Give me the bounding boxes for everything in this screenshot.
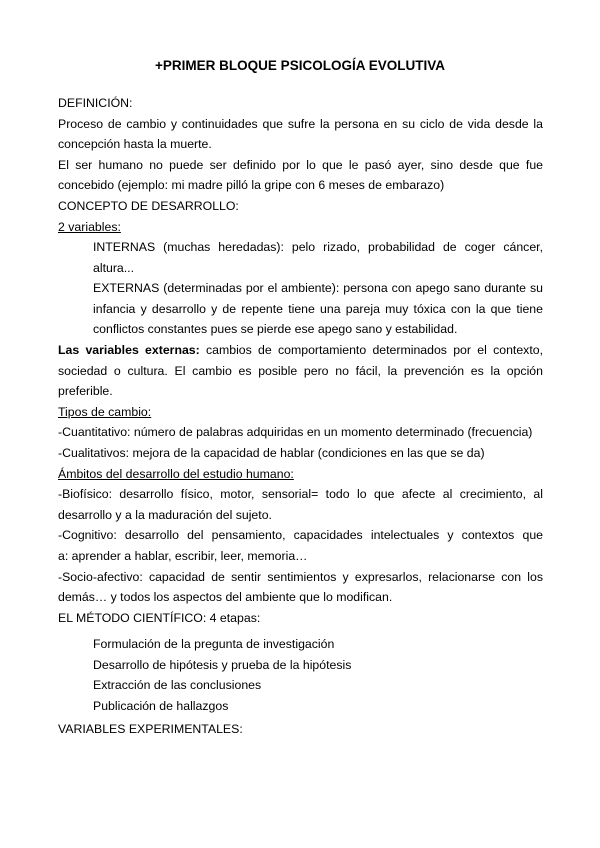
ambitos-biofisico-line: desarrollo y a la maduración del sujeto. <box>58 507 272 522</box>
ambitos-cognitivo-line: a: aprender a hablar, escribir, leer, memoria… <box>58 548 308 563</box>
internas-line: INTERNAS (muchas heredadas): pelo rizado, probabilidad de coger cáncer, <box>93 240 543 254</box>
variables-experimentales-section <box>58 719 543 740</box>
ambitos-heading: Ámbitos del desarrollo del estudio humano: <box>58 466 294 481</box>
tipos-heading: Tipos de cambio: <box>58 404 152 419</box>
ambitos-cognitivo-line: -Cognitivo: desarrollo del pensamiento, capacidades intelectuales y contextos que <box>58 528 543 543</box>
ambitos-socioafectivo-line: -Socio-afectivo: capacidad de sentir sentimientos y expresarlos, relacionarse con los <box>58 569 543 584</box>
externas-line: infancia y desarrollo y de repente tiene una pareja muy tóxica con la que tiene <box>93 301 543 316</box>
definicion-section <box>58 93 543 237</box>
definicion-heading: DEFINICIÓN: <box>58 96 133 110</box>
variables-list <box>93 237 543 340</box>
concepto-heading: CONCEPTO DE DESARROLLO: <box>58 198 239 213</box>
metodo-step: Desarrollo de hipótesis y prueba de la hipótesis <box>93 657 352 672</box>
ambitos-biofisico-line: -Biofísico: desarrollo físico, motor, sensorial= todo lo que afecte al crecimiento, al <box>58 487 543 502</box>
variables-experimentales-heading: VARIABLES EXPERIMENTALES: <box>58 722 243 736</box>
externas-summary-line: preferible. <box>58 384 113 399</box>
definicion-text-line: El ser humano no puede ser definido por lo que le pasó ayer, sino desde que fue <box>58 157 543 172</box>
externas-summary-line <box>58 340 543 361</box>
metodo-steps <box>93 634 543 716</box>
main-body <box>58 340 543 628</box>
externas-line: EXTERNAS (determinadas por el ambiente): persona con apego sano durante su <box>93 281 543 296</box>
metodo-step: Extracción de las conclusiones <box>93 678 262 693</box>
externas-summary-rest: cambios de comportamiento determinados por el contexto, <box>199 343 543 357</box>
externas-line: conflictos constantes pues se pierde ese apego sano y estabilidad. <box>93 322 458 337</box>
externas-bold-lead: Las variables externas: <box>58 343 200 357</box>
document-title: +PRIMER BLOQUE PSICOLOGÍA EVOLUTIVA <box>155 58 445 73</box>
definicion-text-line: Proceso de cambio y continuidades que sufre la persona en su ciclo de vida desde la <box>58 116 543 131</box>
definicion-text-line: concepción hasta la muerte. <box>58 137 212 152</box>
tipos-cuantitativo: -Cuantitativo: número de palabras adquiridas en un momento determinado (frecuencia) <box>58 425 533 440</box>
ambitos-socioafectivo-line: demás… y todos los aspectos del ambiente que lo modifican. <box>58 590 393 605</box>
definicion-text-line: concebido (ejemplo: mi madre pilló la gripe con 6 meses de embarazo) <box>58 178 445 193</box>
externas-summary-line: sociedad o cultura. El cambio es posible pero no fácil, la prevención es la opción <box>58 363 543 378</box>
metodo-step: Formulación de la pregunta de investigación <box>93 637 335 651</box>
metodo-step: Publicación de hallazgos <box>93 698 229 713</box>
internas-line: altura... <box>93 260 135 275</box>
metodo-heading: EL MÉTODO CIENTÍFICO: 4 etapas: <box>58 610 261 625</box>
variables-subheading: 2 variables: <box>58 219 121 234</box>
tipos-cualitativo: -Cualitativos: mejora de la capacidad de hablar (condiciones en las que se da) <box>58 445 485 460</box>
